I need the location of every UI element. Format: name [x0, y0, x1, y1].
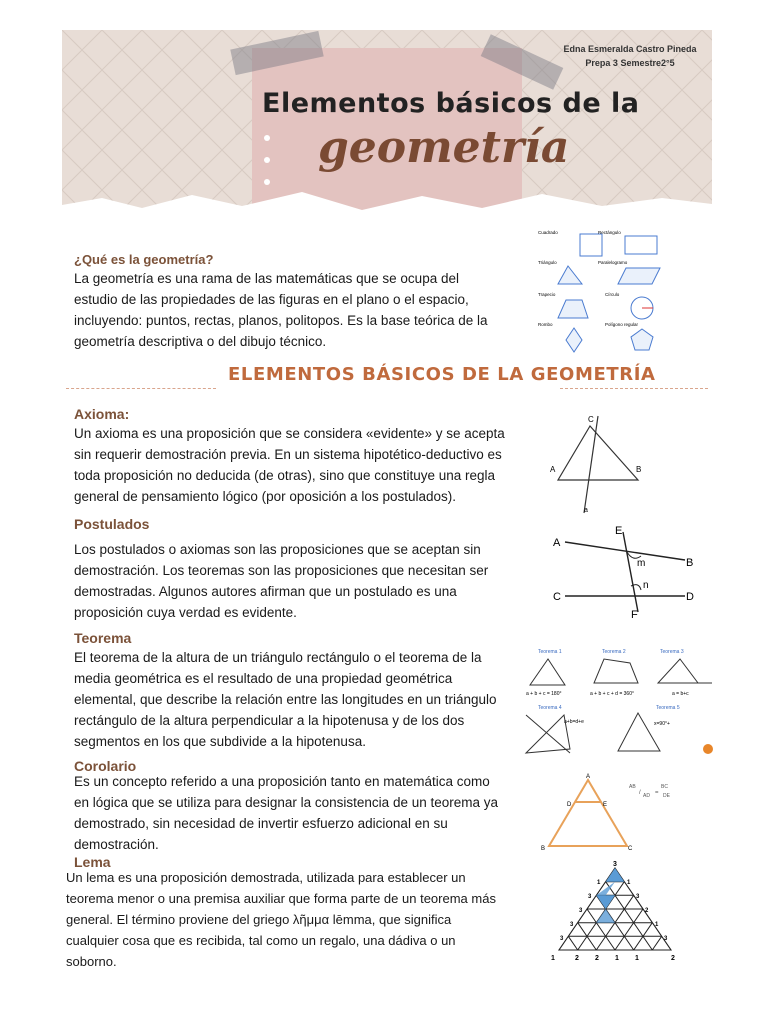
teorema-paragraph: [74, 647, 529, 752]
page-title-line2: geometría: [318, 122, 570, 173]
lema-triangular-grid-figure: [545, 858, 685, 966]
formula-label: a+b=d+e: [564, 719, 584, 725]
corolario-triangle-figure: [535, 770, 675, 854]
rectangle-shape: [625, 236, 657, 254]
text-line: elemental, que describe la relación entre las longitudes en un triángulo: [74, 692, 497, 707]
point-label: D: [686, 591, 694, 603]
page-title-line1: Elementos básicos de la: [262, 88, 640, 119]
grid-number: 3: [560, 936, 564, 942]
text-line: general de pensamiento lógico (por oposición a los postulados).: [74, 489, 456, 504]
grid-number: 1: [551, 955, 555, 962]
orange-dot-icon: [703, 744, 713, 754]
grid-number: 1: [635, 955, 639, 962]
formula-label: a = b+c: [672, 691, 689, 697]
text-line: Es un concepto referido a una proposición tanto en matemática como: [74, 774, 490, 789]
grid-number: 3: [636, 894, 640, 900]
point-label: E: [615, 525, 623, 537]
corolario-paragraph: [74, 771, 529, 855]
binder-holes: [260, 130, 274, 220]
point-label: F: [631, 609, 638, 620]
point-label: C: [553, 591, 561, 603]
teorema-triangles-figure: [520, 645, 720, 760]
formula-label: x=90°+: [654, 721, 670, 727]
square-shape: [580, 234, 602, 256]
theorem-label: Teorema 2: [602, 649, 626, 655]
grid-number: 3: [588, 894, 592, 900]
text-line: rectángulo de la altura perpendicular a la hipotenusa y de los dos: [74, 713, 465, 728]
parallelogram-shape: [618, 268, 660, 284]
point-label: B: [686, 557, 694, 569]
postulados-heading: Postulados: [74, 516, 150, 532]
grid-number: 2: [575, 955, 579, 962]
ratio-label: AB: [629, 784, 636, 790]
theorem-label: Teorema 5: [656, 705, 680, 711]
ratio-label: BC: [661, 784, 668, 790]
grid-number: 1: [627, 880, 631, 886]
shape-label: Polígono regular: [605, 322, 639, 327]
svg-text:=: =: [655, 790, 659, 796]
shape-label: Cuadrado: [538, 230, 558, 235]
torn-paper-edge: [62, 180, 712, 220]
grid-number: 1: [597, 880, 601, 886]
shape-label: Paralelogramo: [598, 260, 628, 265]
dashed-divider: [66, 388, 216, 389]
lema-heading: Lema: [74, 854, 111, 870]
text-line: en lógica que se utiliza para designar la consistencia de un teorema ya: [74, 795, 499, 810]
shapes-formula-figure: [530, 226, 670, 356]
text-line: demostración.: [74, 837, 159, 852]
theorem-label: Teorema 3: [660, 649, 684, 655]
text-line: estudio de las propiedades de las figuras en el plano o el espacio,: [74, 292, 469, 307]
text-line: segmentos en los que subdivide a la hipotenusa.: [74, 734, 366, 749]
formula-label: a + b + c + d = 360°: [590, 691, 634, 697]
grid-number: 1: [655, 922, 659, 928]
text-line: general. El término proviene del griego λῆμμα lēmma, que significa: [66, 912, 452, 927]
grid-number: 3: [570, 922, 574, 928]
author-block: [560, 42, 700, 70]
vertex-label: B: [541, 846, 546, 852]
formula-label: a + b + c = 180°: [526, 691, 562, 697]
shape-label: Trapecio: [538, 292, 556, 297]
axioma-triangle-figure: [540, 408, 660, 518]
theorem-label: Teorema 1: [538, 649, 562, 655]
text-line: incluyendo: puntos, rectas, planos, politopos. Es la base teórica de la: [74, 313, 488, 328]
text-line: toda proposición no deducida (de otras), sino que constituye una regla: [74, 468, 496, 483]
text-line: proposición cuya verdad es evidente.: [74, 605, 297, 620]
grid-number: 3: [579, 908, 583, 914]
intro-paragraph: [74, 268, 519, 352]
angle-label: m: [637, 558, 646, 569]
text-line: Los postulados o axiomas son las proposiciones que se aceptan sin: [74, 542, 481, 557]
grid-number: 1: [615, 955, 619, 962]
vertex-label: A: [550, 465, 556, 474]
pentagon-shape: [631, 329, 653, 350]
postulados-paragraph: [74, 539, 529, 623]
text-line: sin requerir demostración previa. En un sistema hipotético-deductivo es: [74, 447, 502, 462]
grid-number: 2: [645, 908, 649, 914]
trapezoid-shape: [558, 300, 588, 318]
shape-label: Rectángulo: [598, 230, 621, 235]
lema-paragraph: [66, 867, 521, 972]
text-line: geometría descriptiva o del dibujo técnico.: [74, 334, 327, 349]
grid-number: 2: [595, 955, 599, 962]
text-line: demostración. Los teoremas son las proposiciones que necesitan ser: [74, 563, 489, 578]
text-line: La geometría es una rama de las matemáticas que se ocupa del: [74, 271, 459, 286]
ratio-label: AD: [643, 793, 650, 799]
text-line: teorema menor o una premisa auxiliar que forma parte de un teorema más: [66, 891, 496, 906]
grid-number: 3: [613, 861, 617, 868]
shape-label: Círculo: [605, 292, 620, 297]
vertex-label: B: [636, 465, 642, 474]
text-line: media geométrica es el resultado de una propiedad geométrica: [74, 671, 453, 686]
text-line: Un lema es una proposición demostrada, utilizada para establecer un: [66, 870, 466, 885]
section-banner: ELEMENTOS BÁSICOS DE LA GEOMETRÍA: [228, 364, 656, 385]
dashed-divider: [560, 388, 708, 389]
shape-label: Triángulo: [538, 260, 557, 265]
vertex-label: D: [567, 802, 572, 808]
line-label: a: [584, 507, 588, 514]
author-class: Prepa 3 Semestre2°5: [585, 58, 675, 68]
triangle-shape: [558, 266, 582, 284]
angle-label: n: [643, 580, 649, 591]
text-line: cualquier cosa que es recibida, tal como un regalo, una dádiva o un: [66, 933, 456, 948]
postulados-parallel-figure: [545, 520, 705, 620]
vertex-label: A: [586, 774, 591, 780]
axioma-paragraph: [74, 423, 529, 507]
teorema-heading: Teorema: [74, 630, 132, 646]
theorem-label: Teorema 4: [538, 705, 562, 711]
vertex-label: C: [628, 846, 633, 852]
text-line: soborno.: [66, 954, 117, 969]
text-line: Un axioma es una proposición que se considera «evidente» y se acepta: [74, 426, 505, 441]
vertex-label: C: [588, 415, 594, 424]
grid-number: 3: [664, 936, 668, 942]
axioma-heading: Axioma:: [74, 406, 130, 422]
svg-text:/: /: [639, 790, 641, 796]
text-line: demostrado, sin necesidad de invertir esfuerzo adicional en su: [74, 816, 448, 831]
point-label: A: [553, 537, 561, 549]
corolario-heading: Corolario: [74, 758, 137, 774]
text-line: demostradas. Algunos autores afirman que un postulado es una: [74, 584, 457, 599]
text-line: El teorema de la altura de un triángulo rectángulo o el teorema de la: [74, 650, 482, 665]
author-name: Edna Esmeralda Castro Pineda: [563, 44, 697, 54]
grid-number: 2: [671, 955, 675, 962]
ratio-label: DE: [663, 793, 670, 799]
vertex-label: E: [603, 802, 608, 808]
intro-heading: ¿Qué es la geometría?: [74, 252, 214, 267]
rhombus-shape: [566, 328, 582, 352]
shape-label: Rombo: [538, 322, 553, 327]
